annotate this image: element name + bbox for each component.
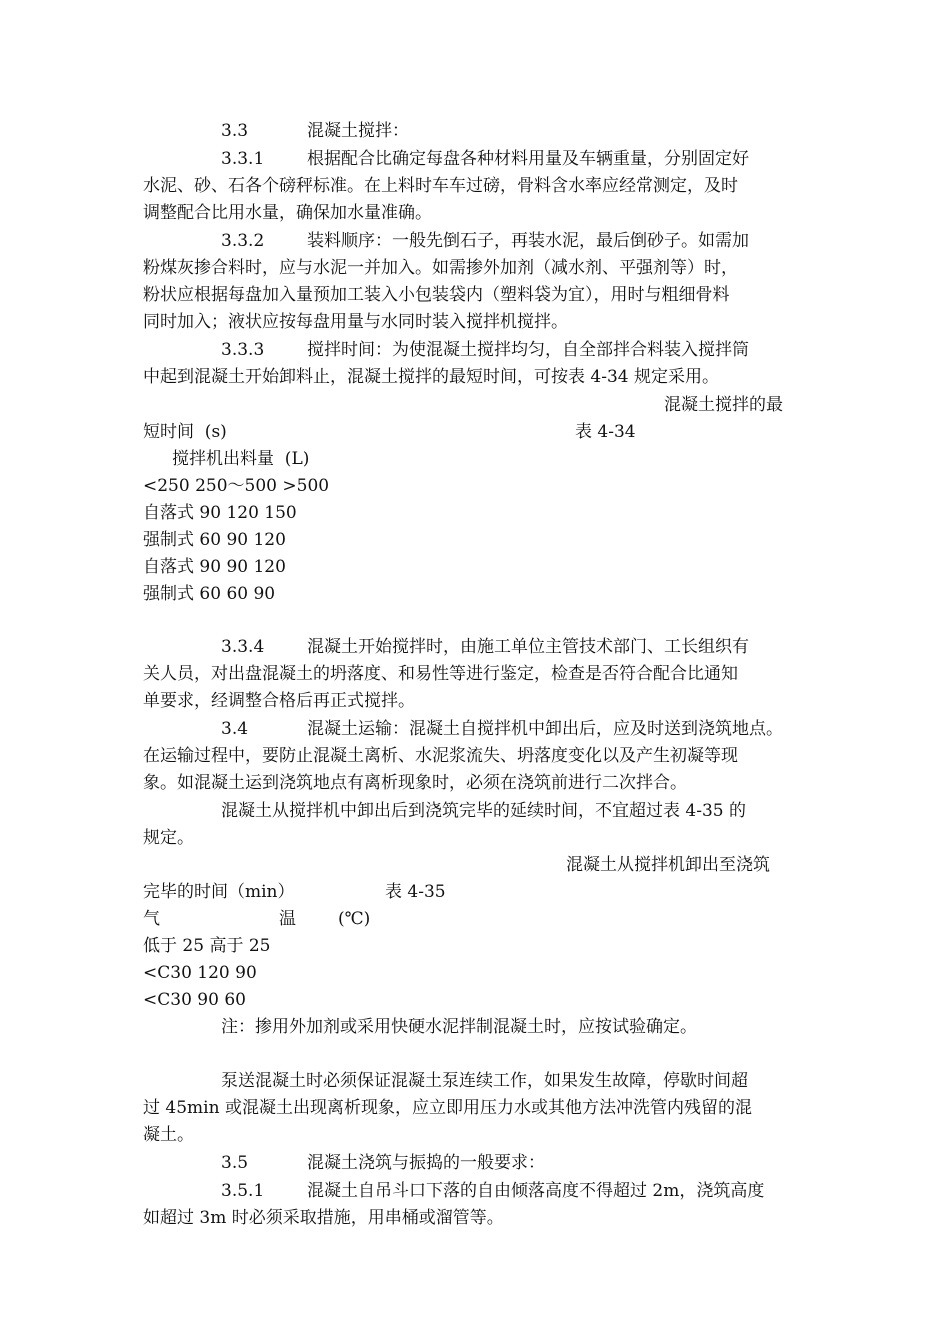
table-row: 强制式 60 60 90: [143, 584, 276, 604]
section-3-3-4-line3: 单要求，经调整合格后再正式搅拌。: [143, 691, 415, 711]
section-3-4-line3: 象。如混凝土运到浇筑地点有离析现象时，必须在浇筑前进行二次拌合。: [143, 773, 687, 793]
section-3-3-3-line1: 3.3.3 搅拌时间：为使混凝土搅拌均匀，自全部拌合料装入搅拌筒: [221, 337, 749, 364]
table-4-35-title-cont: 完毕的时间（min）: [143, 882, 295, 902]
table-row: <C30 90 60: [143, 990, 246, 1010]
section-3-3-1-line1: 3.3.1 根据配合比确定每盘各种材料用量及车辆重量，分别固定好: [221, 146, 749, 173]
table-4-34-title-cont: 短时间 (s): [143, 422, 227, 442]
table-note: 注：掺用外加剂或采用快硬水泥拌制混凝土时，应按试验确定。: [221, 1017, 697, 1037]
pump-paragraph-line2: 过 45min 或混凝土出现离析现象，应立即用压力水或其他方法冲洗管内残留的混: [143, 1098, 752, 1118]
pump-paragraph-line3: 凝土。: [143, 1125, 194, 1145]
table-4-35-header-3: (℃): [338, 909, 371, 929]
table-4-35-title: 混凝土从搅拌机卸出至浇筑: [566, 855, 770, 875]
section-3-4-line2: 在运输过程中，要防止混凝土离析、水泥浆流失、坍落度变化以及产生初凝等现: [143, 746, 738, 766]
section-3-3-2-line1: 3.3.2 装料顺序：一般先倒石子，再装水泥，最后倒砂子。如需加: [221, 228, 749, 255]
section-number: 3.3.3: [221, 340, 265, 360]
table-4-35-label: 表 4-35: [385, 882, 446, 902]
section-3-3-4-line2: 关人员，对出盘混凝土的坍落度、和易性等进行鉴定，检查是否符合配合比通知: [143, 664, 738, 684]
table-row: 自落式 90 120 150: [143, 503, 297, 523]
section-number: 3.3.2: [221, 231, 265, 251]
table-row: 自落式 90 90 120: [143, 557, 286, 577]
table-4-34-header: 搅拌机出料量 (L): [172, 449, 310, 469]
section-3-3-4-line1: 3.3.4 混凝土开始搅拌时，由施工单位主管技术部门、工长组织有: [221, 634, 749, 661]
section-3-5-heading: 3.5 混凝土浇筑与振捣的一般要求：: [221, 1150, 545, 1177]
table-4-34-label: 表 4-34: [575, 422, 636, 442]
section-3-5-1-line2: 如超过 3m 时必须采取措施，用串桶或溜管等。: [143, 1208, 504, 1228]
section-3-3-2-line3: 粉状应根据每盘加入量预加工装入小包装袋内（塑料袋为宜），用时与粗细骨料: [143, 285, 730, 305]
pump-paragraph-line1: 泵送混凝土时必须保证混凝土泵连续工作，如果发生故障，停歇时间超: [221, 1071, 748, 1091]
table-row: 低于 25 高于 25: [143, 936, 271, 956]
section-3-3-2-line4: 同时加入；液状应按每盘用量与水同时装入搅拌机搅拌。: [143, 312, 568, 332]
section-3-3-3-line2: 中起到混凝土开始卸料止，混凝土搅拌的最短时间，可按表 4-34 规定采用。: [143, 367, 719, 387]
delay-paragraph-line2: 规定。: [143, 828, 194, 848]
delay-paragraph-line1: 混凝土从搅拌机中卸出后到浇筑完毕的延续时间，不宜超过表 4-35 的: [221, 801, 746, 821]
table-row: <C30 120 90: [143, 963, 257, 983]
section-3-3-1-line3: 调整配合比用水量，确保加水量准确。: [143, 203, 432, 223]
table-4-35-header-2: 温: [279, 909, 296, 929]
section-3-3-1-line2: 水泥、砂、石各个磅秤标准。在上料时车车过磅，骨料含水率应经常测定，及时: [143, 176, 738, 196]
table-row: 强制式 60 90 120: [143, 530, 286, 550]
section-number: 3.3.4: [221, 637, 265, 657]
section-number: 3.3.1: [221, 149, 265, 169]
section-number: 3.5.1: [221, 1181, 265, 1201]
section-3-3-2-line2: 粉煤灰掺合料时，应与水泥一并加入。如需掺外加剂（减水剂、平强剂等）时，: [143, 258, 738, 278]
section-3-3-heading: 3.3 混凝土搅拌：: [221, 118, 409, 145]
table-4-34-title: 混凝土搅拌的最: [664, 395, 783, 415]
table-4-35-header-1: 气: [143, 909, 160, 929]
table-row: <250 250～500 >500: [143, 476, 330, 496]
section-3-4-line1: 3.4 混凝土运输：混凝土自搅拌机中卸出后，应及时送到浇筑地点。: [221, 716, 783, 743]
section-number: 3.3: [221, 121, 249, 141]
section-number: 3.4: [221, 719, 249, 739]
section-3-5-1-line1: 3.5.1 混凝土自吊斗口下落的自由倾落高度不得超过 2m，浇筑高度: [221, 1178, 764, 1205]
section-number: 3.5: [221, 1153, 249, 1173]
